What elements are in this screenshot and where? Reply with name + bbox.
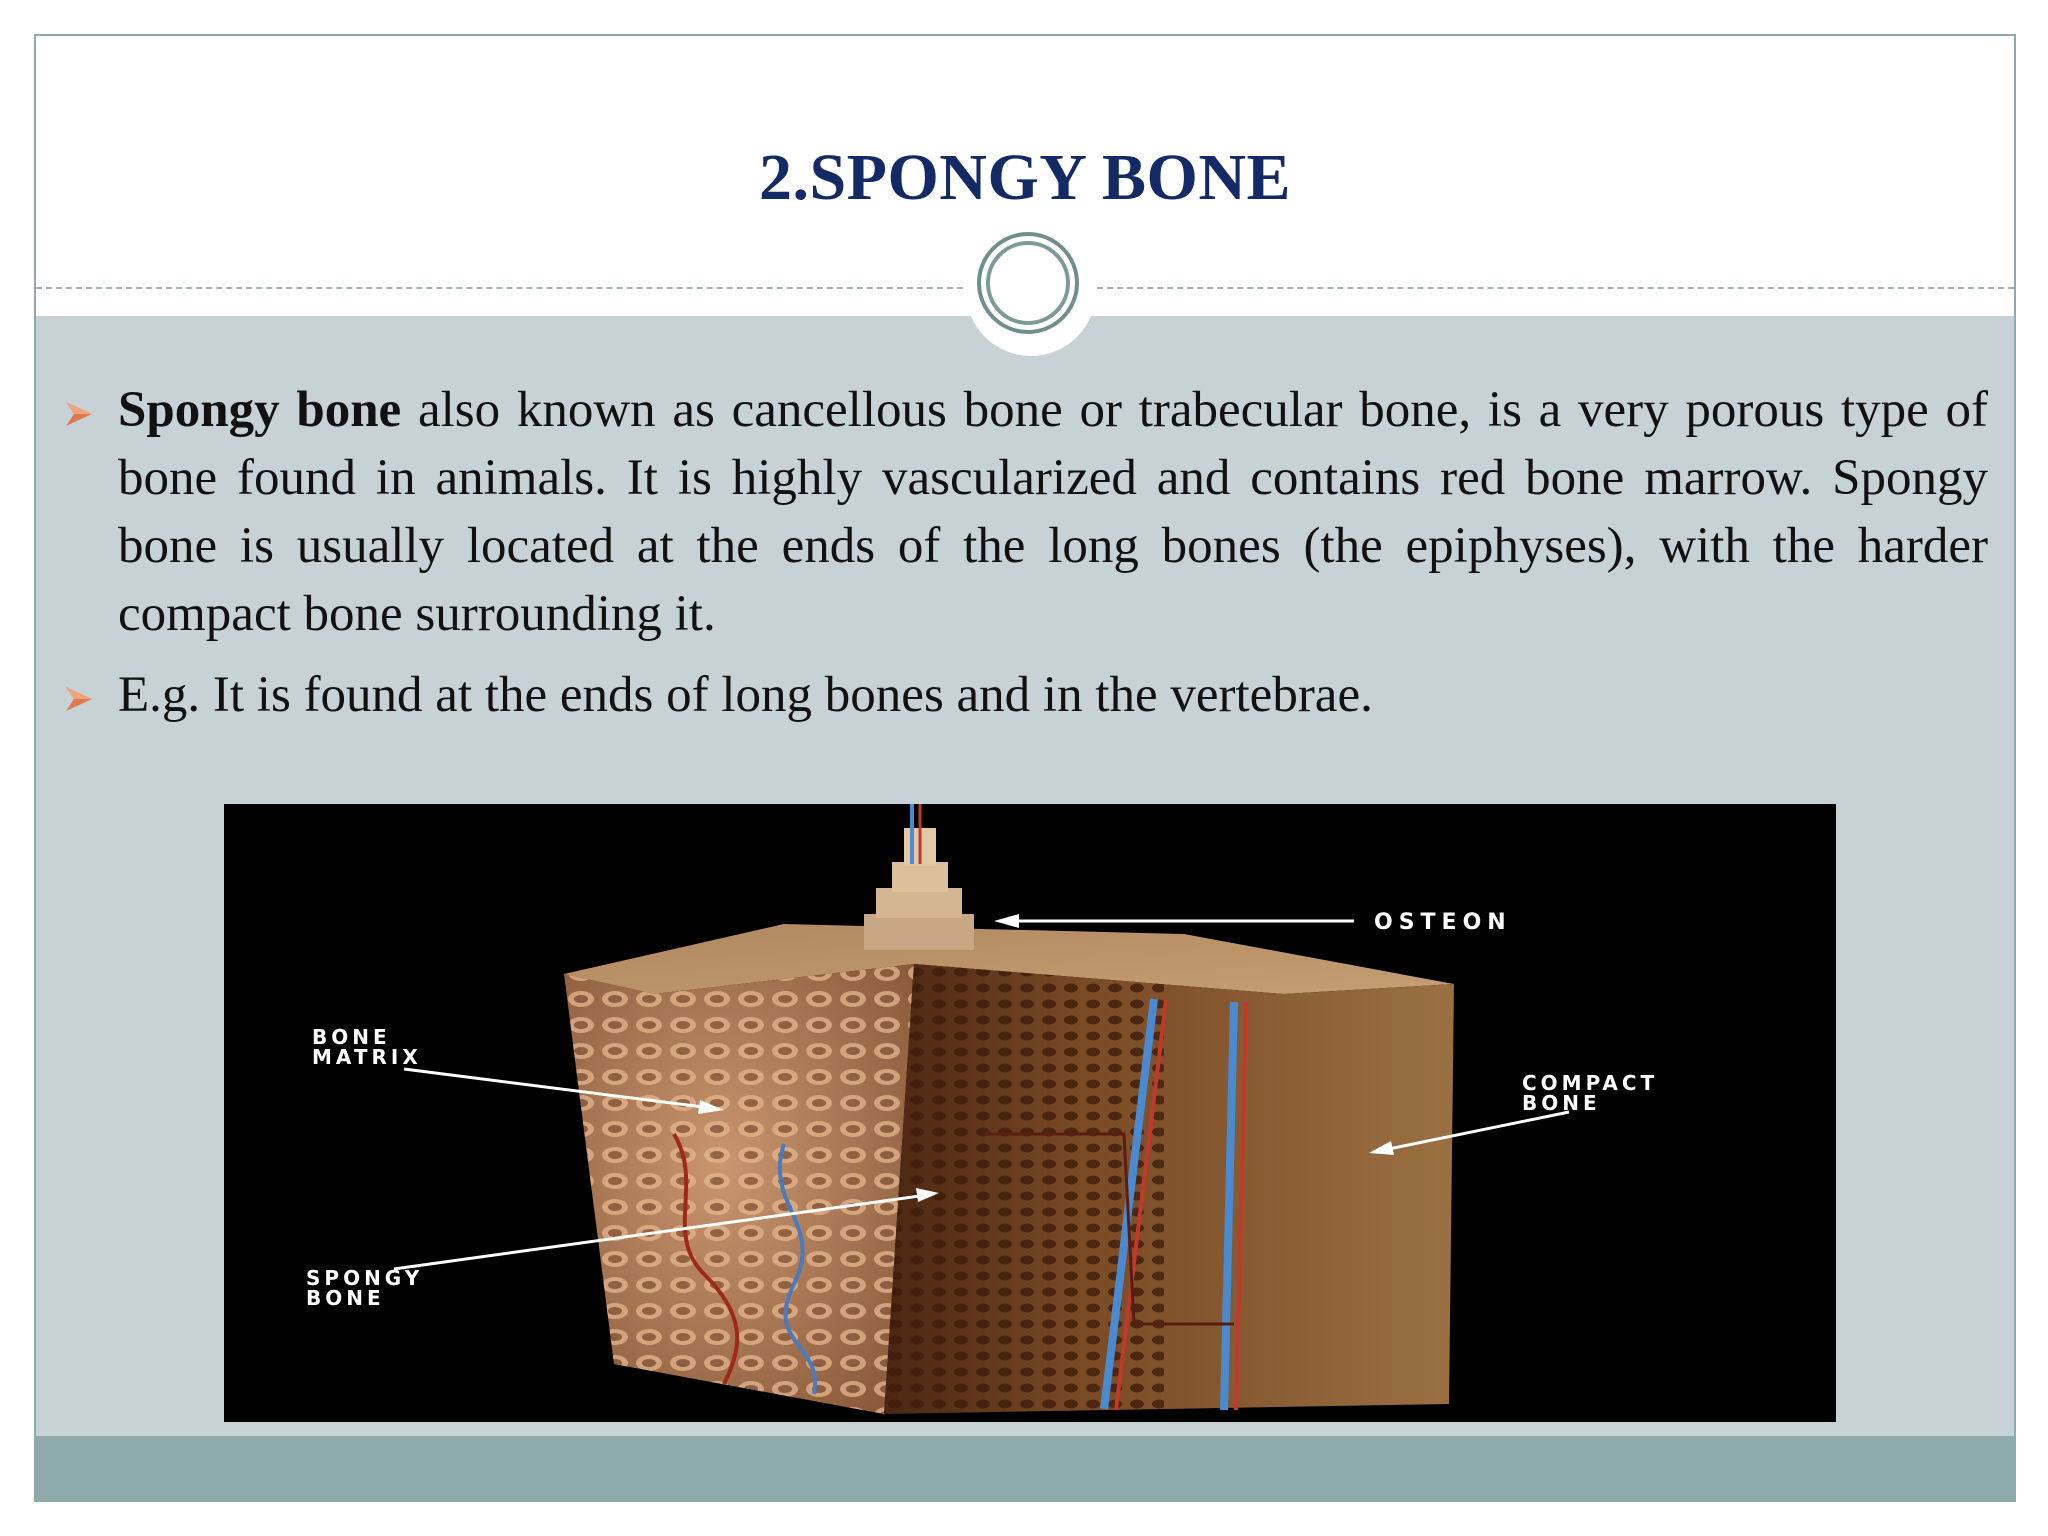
bone-cross-section-image xyxy=(224,804,1836,1422)
label-compact-bone-line2: BONE xyxy=(1522,1091,1601,1115)
osteon-arrowhead xyxy=(994,914,1019,928)
label-osteon: OSTEON xyxy=(1374,910,1512,935)
label-compact-bone-line1: COMPACT xyxy=(1522,1071,1659,1095)
arrowhead-bullet-icon xyxy=(60,396,96,432)
bullet-text xyxy=(118,376,1988,648)
osteon-column xyxy=(876,888,962,918)
osteon-column xyxy=(864,914,974,950)
label-bone-matrix-line1: BONE xyxy=(312,1025,391,1049)
bullet-term: Spongy bone xyxy=(118,382,402,438)
bullet-body: also known as cancellous bone or trabecular bone, is a very porous type of bone found in animals. It is highly vascularized and contains red bone marrow. Spongy bone is usually located at the ends of the long bones (the epiphyses), with the harder compact bone surrounding it. xyxy=(118,382,1988,642)
bone-illustration xyxy=(224,804,1836,1422)
arrowhead-bullet-icon xyxy=(60,681,96,717)
slide-title: 2.SPONGY BONE xyxy=(758,141,1292,214)
label-spongy-bone-line2: BONE xyxy=(306,1286,385,1310)
footer-band xyxy=(36,1436,2014,1502)
label-spongy-bone-line1: SPONGY xyxy=(306,1266,424,1290)
label-bone-matrix-line2: MATRIX xyxy=(312,1045,422,1069)
osteon-column xyxy=(892,862,948,892)
trabecular-texture xyxy=(564,964,914,1414)
bullet-text: E.g. It is found at the ends of long bones and in the vertebrae. xyxy=(118,667,1373,723)
slide xyxy=(34,34,2016,1502)
circle-ornament-inner xyxy=(986,241,1070,325)
